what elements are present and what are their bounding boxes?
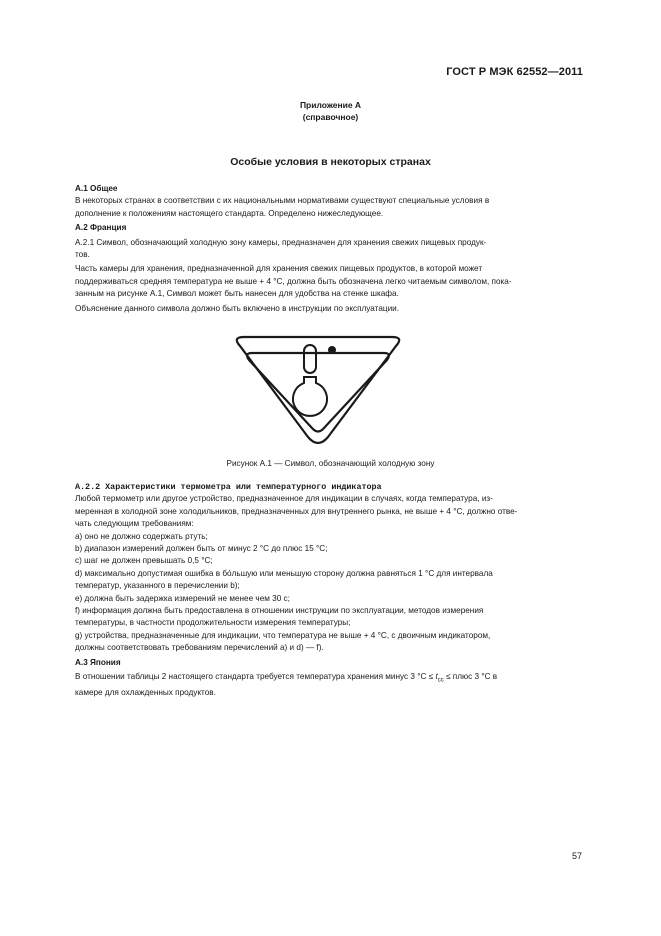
a21-paragraph-line: занным на рисунке А.1, Символ может быть нанесен для удобства на стенке шкафа. [75, 289, 399, 299]
symbol-inner-outline [247, 353, 389, 432]
a21-paragraph-line: А.2.1 Символ, обозначающий холодную зону камеры, предназначен для хранения свежих пищевых продук- [75, 237, 487, 247]
a3-text-part: ≤ плюс 3 °С в [443, 672, 498, 682]
a1-heading: А.1 Общее [75, 184, 118, 193]
figure-caption: Рисунок А.1 — Символ, обозначающий холодную зону [226, 459, 435, 468]
a3-heading: А.3 Япония [75, 657, 121, 667]
a1-paragraph-line: В некоторых странах в соответствии с их национальными нормативами существуют специальные условия в [75, 196, 490, 206]
appendix-heading [0, 99, 661, 123]
cold-zone-symbol-figure [228, 333, 408, 453]
list-item-f: f) информация должна быть предоставлена в отношении инструкции по эксплуатации, методов измерения [75, 606, 484, 616]
a3-text-part: В отношении таблицы 2 настоящего стандарта требуется температура хранения минус 3 °С ≤ [75, 672, 436, 682]
list-item-b: b) диапазон измерений должен быть от минус 2 °С до плюс 15 °С; [75, 544, 328, 554]
list-item-e: e) должна быть задержка измерений не менее чем 30 с; [75, 593, 290, 603]
a22-paragraph-line: меренная в холодной зоне холодильников, предназначенных для внутреннего рынка, не выше + 4 °С, должно отве- [75, 506, 518, 516]
list-item-g: g) устройства, предназначенные для индикации, что температура не выше + 4 °С, с двоичным индикатором, [75, 630, 491, 640]
symbol-thermometer-bulb [293, 377, 327, 416]
a22-paragraph-line: Любой термометр или другое устройство, предназначенное для индикации в случаях, когда температура, из- [75, 494, 493, 504]
a3-variable-subscript: cc [437, 677, 444, 684]
a3-variable: t [435, 672, 438, 682]
a21-paragraph-line: тов. [75, 250, 90, 260]
a2-heading: А.2 Франция [75, 223, 127, 233]
section-title: Особые условия в некоторых странах [230, 156, 431, 168]
a22-heading: А.2.2 Характеристики термометра или температурного индикатора [75, 482, 382, 492]
page-number: 57 [572, 851, 583, 861]
a21-paragraph-line: Часть камеры для хранения, предназначенной для хранения свежих пищевых продуктов, в которой может [75, 264, 483, 274]
symbol-thermometer-stem [304, 345, 316, 373]
a1-paragraph-line: дополнение к положениям настоящего стандарта. Определено нижеследующее. [75, 208, 384, 218]
list-item-d: d) максимально допустимая ошибка в бо́льшую или меньшую сторону должна равняться 1 °С для интервала [75, 568, 493, 578]
list-item-f-cont: температуры, в частности продолжительности измерения температуры; [75, 618, 351, 628]
a3-paragraph-line: камере для охлажденных продуктов. [75, 688, 216, 698]
a22-paragraph-line: чать следующим требованиям: [75, 519, 194, 529]
list-item-d-cont: температур, указанного в перечислении b); [75, 581, 240, 591]
appendix-subtitle: (справочное) [302, 112, 359, 122]
text-block-lower [75, 481, 583, 700]
a21-paragraph-line: поддерживаться средняя температура не выше + 4 °С, должна быть обозначена легко читаемым символом, пока- [75, 276, 512, 286]
a21-paragraph-line: Объяснение данного символа должно быть включено в инструкции по эксплуатации. [75, 303, 399, 313]
a3-paragraph-line [75, 671, 583, 687]
list-item-a: a) оно не должно содержать ртуть; [75, 531, 208, 541]
text-block-upper [75, 183, 583, 315]
symbol-dot [328, 346, 336, 354]
list-item-c: c) шаг не должен превышать 0,5 °С; [75, 556, 213, 566]
list-item-g-cont: должны соответствовать требованиям перечислений а) и d) — f). [75, 643, 324, 653]
document-header-code: ГОСТ Р МЭК 62552—2011 [446, 66, 583, 78]
appendix-title: Приложение А [299, 100, 362, 110]
